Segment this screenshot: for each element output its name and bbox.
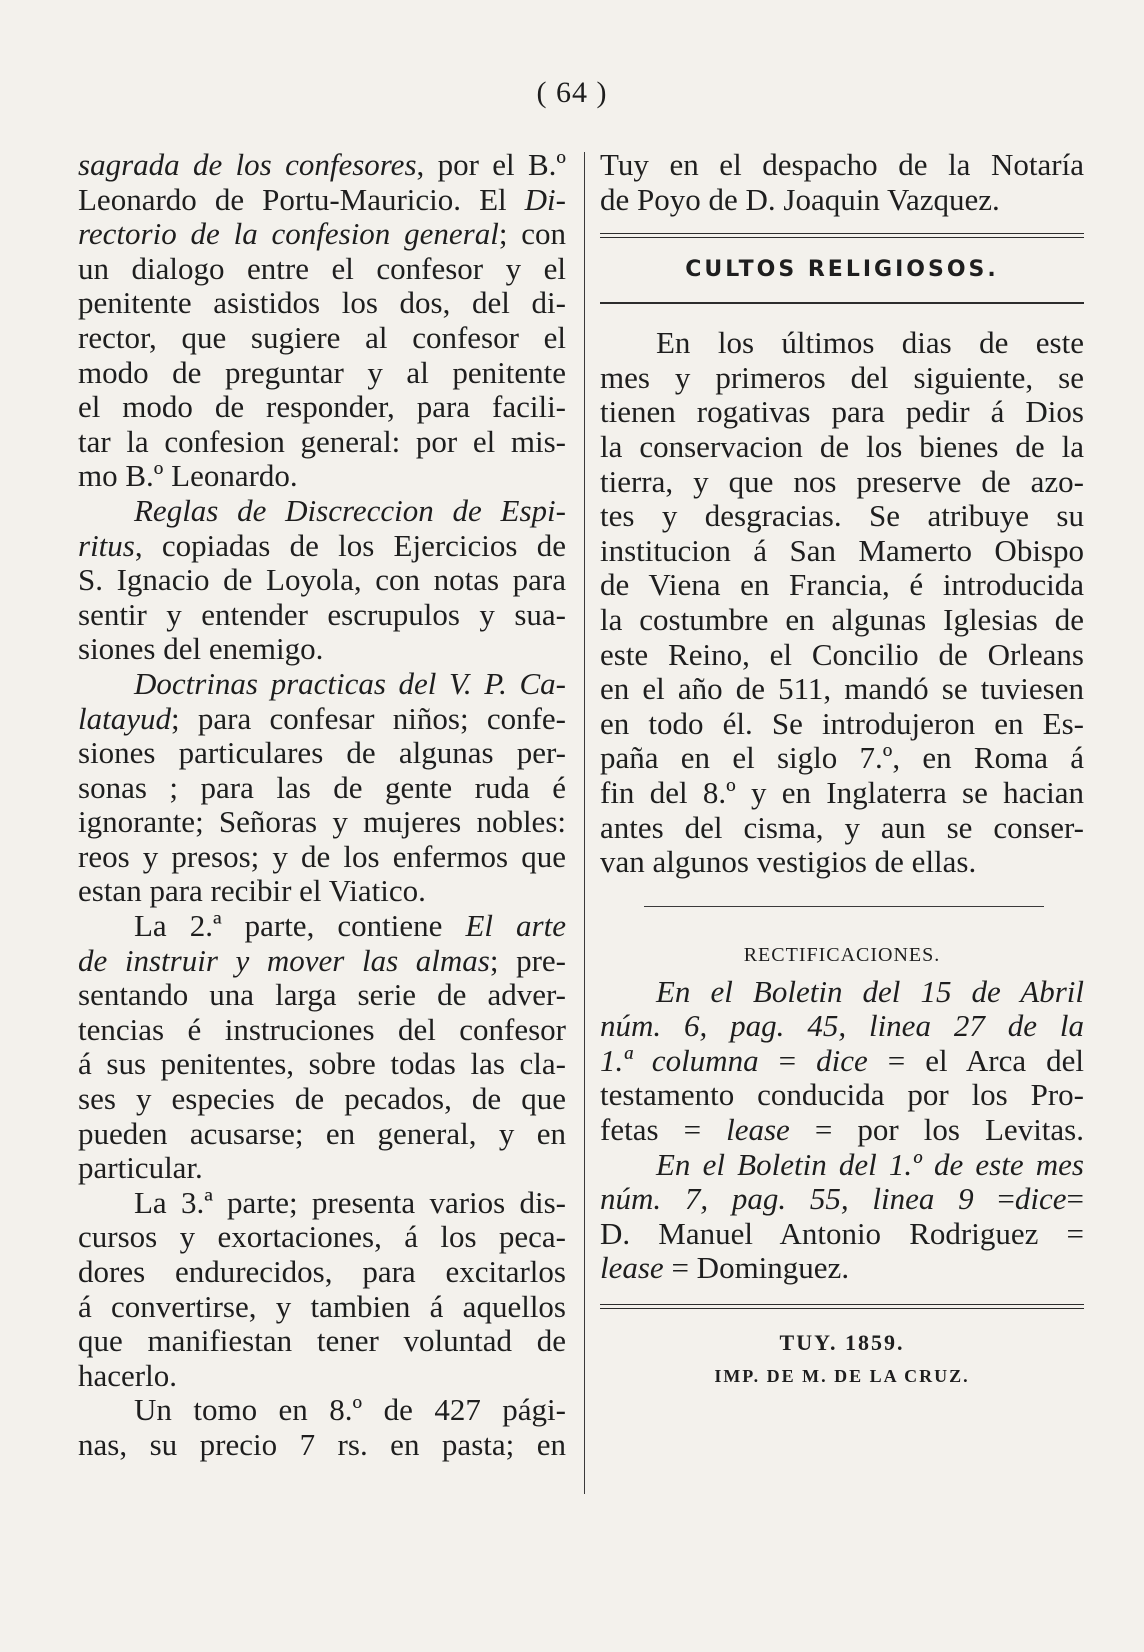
left-column-line: La 3.ª parte; presenta varios dis-	[134, 1184, 566, 1220]
cultos-line: este Reino, el Concilio de Orleans	[600, 636, 1084, 672]
left-column-line: de instruir y mover las almas; pre-	[78, 942, 566, 978]
left-column-line: tar la confesion general: por el mis-	[78, 423, 566, 459]
left-column-line: dores endurecidos, para excitarlos	[78, 1254, 566, 1289]
imprint-printer: IMP. DE M. DE LA CRUZ.	[714, 1366, 970, 1387]
cultos-heading: CULTOS RELIGIOSOS.	[685, 257, 999, 283]
rectificaciones-line: 1.ª columna = dice = el Arca del	[600, 1042, 1085, 1078]
cultos-line: institucion á San Mamerto Obispo	[600, 532, 1084, 568]
left-column-line: á convertirse, y tambien á aquellos	[78, 1288, 566, 1324]
left-column-line: particular.	[78, 1150, 203, 1186]
rectificaciones-line: testamento conducida por los Pro-	[600, 1077, 1084, 1113]
notary-line: de Poyo de D. Joaquin Vazquez.	[600, 181, 1000, 217]
left-column-line: Leonardo de Portu-Mauricio. El Di-	[78, 181, 566, 217]
left-column	[78, 148, 566, 1463]
left-column-line: un dialogo entre el confesor y el	[78, 250, 566, 286]
left-column-line: rectorio de la confesion general; con	[78, 216, 566, 252]
rectificaciones-line: fetas = lease = por los Levitas.	[600, 1112, 1084, 1148]
left-column-line: sagrada de los confesores, por el B.º	[78, 147, 567, 182]
cultos-line: tierra, y que nos preserve de azo-	[600, 463, 1084, 499]
cultos-line: la conservacion de los bienes de la	[600, 428, 1084, 464]
notary-line: Tuy en el despacho de la Notaría	[600, 147, 1084, 182]
cultos-line: tes y desgracias. Se atribuye su	[600, 498, 1084, 534]
left-column-line: sentando una larga serie de adver-	[78, 977, 566, 1013]
left-column-line: S. Ignacio de Loyola, con notas para	[78, 562, 566, 598]
left-column-line: cursos y exortaciones, á los peca-	[78, 1219, 566, 1255]
cultos-line: de Viena en Francia, é introducida	[600, 567, 1084, 603]
left-column-line: ses y especies de pecados, de que	[78, 1081, 566, 1117]
rectificaciones-line: En el Boletin del 1.º de este mes	[656, 1146, 1084, 1182]
page-number: ( 64 )	[536, 76, 608, 109]
cultos-line: En los últimos dias de este	[656, 325, 1084, 361]
left-column-line: hacerlo.	[78, 1357, 177, 1393]
rectificaciones-heading: RECTIFICACIONES.	[743, 943, 941, 966]
left-column-line: Doctrinas practicas del V. P. Ca-	[134, 665, 566, 701]
left-column-line: mo B.º Leonardo.	[78, 458, 298, 494]
rectificaciones-line: núm. 6, pag. 45, linea 27 de la	[600, 1008, 1084, 1044]
left-column-line: latayud; para confesar niños; confe-	[78, 700, 566, 736]
left-column-line: á sus penitentes, sobre todas las cla-	[78, 1046, 566, 1082]
left-column-line: siones particulares de algunas per-	[78, 735, 566, 771]
imprint-place-year: TUY. 1859.	[779, 1330, 905, 1356]
rectificaciones-line: En el Boletin del 15 de Abril	[656, 973, 1084, 1009]
rectificaciones-line: D. Manuel Antonio Rodriguez =	[600, 1215, 1084, 1251]
left-column-line: siones del enemigo.	[78, 631, 324, 667]
right-column	[600, 148, 1084, 1391]
cultos-line: van algunos vestigios de ellas.	[600, 844, 977, 880]
left-column-line: que manifiestan tener voluntad de	[78, 1323, 566, 1359]
left-column-line: modo de preguntar y al penitente	[78, 354, 566, 390]
cultos-line: paña en el siglo 7.º, en Roma á	[600, 740, 1084, 776]
rectificaciones-line: lease = Dominguez.	[600, 1250, 850, 1286]
left-column-line: el modo de responder, para facili-	[78, 389, 566, 425]
left-column-line: sentir y entender escrupulos y sua-	[78, 596, 566, 632]
cultos-line: antes del cisma, y aun se conser-	[600, 809, 1084, 845]
left-column-line: La 2.ª parte, contiene El arte	[134, 908, 566, 944]
cultos-line: la costumbre en algunas Iglesias de	[600, 601, 1084, 637]
left-column-line: ignorante; Señoras y mujeres nobles:	[78, 804, 566, 840]
left-column-line: reos y presos; y de los enfermos que	[78, 838, 566, 874]
left-column-line: tencias é instruciones del confesor	[78, 1011, 566, 1047]
left-column-line: estan para recibir el Viatico.	[78, 873, 426, 909]
column-divider	[584, 152, 585, 1494]
rectificaciones-line: núm. 7, pag. 55, linea 9 =dice=	[600, 1181, 1085, 1217]
cultos-line: fin del 8.º y en Inglaterra se hacian	[600, 774, 1084, 810]
left-column-line: sonas ; para las de gente ruda é	[78, 769, 566, 805]
cultos-line: en todo él. Se introdujeron en Es-	[600, 705, 1084, 741]
left-column-line: Un tomo en 8.º de 427 pági-	[134, 1392, 566, 1428]
cultos-line: en el año de 511, mandó se tuviesen	[600, 671, 1084, 707]
left-column-line: Reglas de Discreccion de Espi-	[134, 492, 566, 528]
left-column-line: nas, su precio 7 rs. en pasta; en	[78, 1426, 566, 1462]
left-column-line: pueden acusarse; en general, y en	[78, 1115, 566, 1151]
left-column-line: rector, que sugiere al confesor el	[78, 319, 566, 355]
cultos-line: tienen rogativas para pedir á Dios	[600, 394, 1084, 430]
left-column-line: ritus, copiadas de los Ejercicios de	[78, 527, 566, 563]
left-column-line: penitente asistidos los dos, del di-	[78, 285, 566, 321]
cultos-line: mes y primeros del siguiente, se	[600, 359, 1084, 395]
